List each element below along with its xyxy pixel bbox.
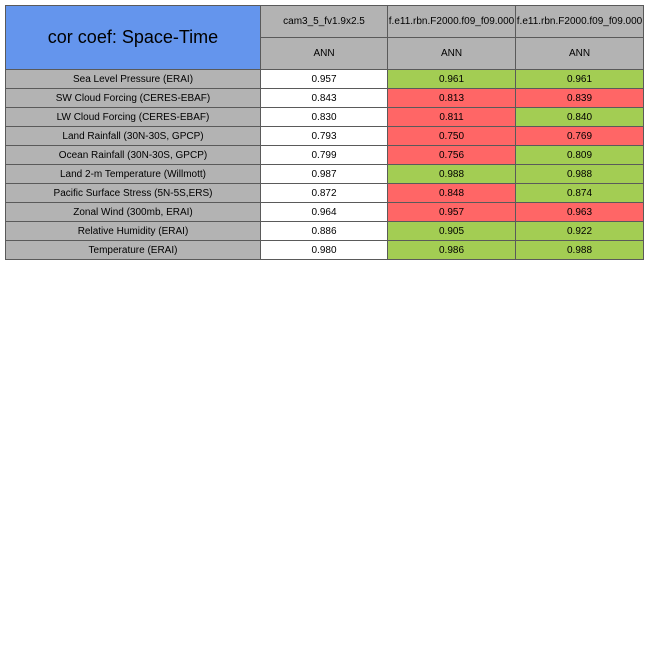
value-cell: 0.811 bbox=[388, 108, 516, 127]
case-name: cam3_5_fv1.9x2.5 bbox=[283, 16, 365, 27]
variable-label: Pacific Surface Stress (5N-5S,ERS) bbox=[6, 184, 261, 203]
value-cell: 0.799 bbox=[261, 146, 388, 165]
value-cell: 0.957 bbox=[388, 203, 516, 222]
table-body bbox=[6, 70, 644, 260]
value-cell: 0.988 bbox=[388, 165, 516, 184]
value-cell: 0.839 bbox=[516, 89, 644, 108]
case-name: f.e11.rbn.F2000.f09_f09.000 bbox=[516, 16, 643, 27]
case-header-row bbox=[6, 6, 644, 38]
table-row bbox=[6, 184, 644, 203]
value-cell: 0.843 bbox=[261, 89, 388, 108]
variable-label: Sea Level Pressure (ERAI) bbox=[6, 70, 261, 89]
metrics-table-container bbox=[5, 5, 643, 260]
value-cell: 0.840 bbox=[516, 108, 644, 127]
table-row bbox=[6, 203, 644, 222]
value-cell: 0.813 bbox=[388, 89, 516, 108]
value-cell: 0.793 bbox=[261, 127, 388, 146]
value-cell: 0.905 bbox=[388, 222, 516, 241]
value-cell: 0.957 bbox=[261, 70, 388, 89]
table-row bbox=[6, 108, 644, 127]
value-cell: 0.988 bbox=[516, 165, 644, 184]
table-header bbox=[6, 6, 644, 70]
table-row bbox=[6, 146, 644, 165]
table-row bbox=[6, 70, 644, 89]
value-cell: 0.988 bbox=[516, 241, 644, 260]
variable-label: SW Cloud Forcing (CERES-EBAF) bbox=[6, 89, 261, 108]
value-cell: 0.750 bbox=[388, 127, 516, 146]
value-cell: 0.963 bbox=[516, 203, 644, 222]
case-header-2 bbox=[388, 6, 516, 38]
value-cell: 0.886 bbox=[261, 222, 388, 241]
case-name: f.e11.rbn.F2000.f09_f09.000 bbox=[388, 16, 515, 27]
season-header-1: ANN bbox=[261, 38, 388, 70]
value-cell: 0.756 bbox=[388, 146, 516, 165]
table-row bbox=[6, 127, 644, 146]
value-cell: 0.874 bbox=[516, 184, 644, 203]
variable-label: Temperature (ERAI) bbox=[6, 241, 261, 260]
value-cell: 0.980 bbox=[261, 241, 388, 260]
value-cell: 0.872 bbox=[261, 184, 388, 203]
value-cell: 0.986 bbox=[388, 241, 516, 260]
variable-label: LW Cloud Forcing (CERES-EBAF) bbox=[6, 108, 261, 127]
season-header-2: ANN bbox=[388, 38, 516, 70]
metrics-table bbox=[5, 5, 644, 260]
variable-label: Land Rainfall (30N-30S, GPCP) bbox=[6, 127, 261, 146]
value-cell: 0.961 bbox=[516, 70, 644, 89]
value-cell: 0.830 bbox=[261, 108, 388, 127]
variable-label: Ocean Rainfall (30N-30S, GPCP) bbox=[6, 146, 261, 165]
value-cell: 0.987 bbox=[261, 165, 388, 184]
table-row bbox=[6, 165, 644, 184]
table-row bbox=[6, 222, 644, 241]
variable-label: Relative Humidity (ERAI) bbox=[6, 222, 261, 241]
variable-label: Zonal Wind (300mb, ERAI) bbox=[6, 203, 261, 222]
table-title: cor coef: Space-Time bbox=[6, 6, 261, 70]
table-row bbox=[6, 241, 644, 260]
variable-label: Land 2-m Temperature (Willmott) bbox=[6, 165, 261, 184]
value-cell: 0.769 bbox=[516, 127, 644, 146]
value-cell: 0.964 bbox=[261, 203, 388, 222]
value-cell: 0.961 bbox=[388, 70, 516, 89]
case-header-3 bbox=[516, 6, 644, 38]
value-cell: 0.809 bbox=[516, 146, 644, 165]
value-cell: 0.848 bbox=[388, 184, 516, 203]
value-cell: 0.922 bbox=[516, 222, 644, 241]
season-header-3: ANN bbox=[516, 38, 644, 70]
case-header-1 bbox=[261, 6, 388, 38]
table-row bbox=[6, 89, 644, 108]
